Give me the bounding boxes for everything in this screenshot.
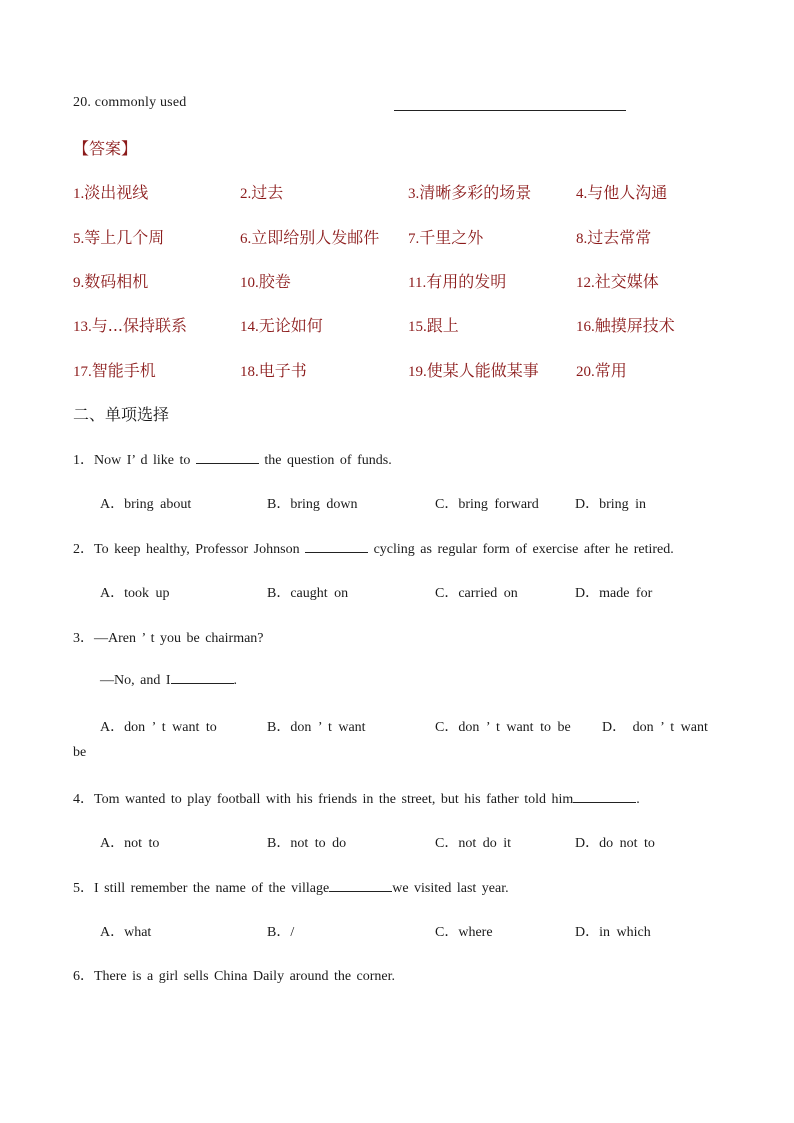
answer-text: 等上几个周 xyxy=(84,228,165,247)
answer-number: 14. xyxy=(240,319,259,335)
answer-item xyxy=(408,180,531,203)
answer-row xyxy=(73,313,753,335)
answer-item xyxy=(240,225,379,248)
question-5 xyxy=(73,877,509,897)
answer-item xyxy=(576,313,675,336)
option-b: B．caught on xyxy=(267,586,349,601)
answer-text: 常用 xyxy=(594,361,627,380)
options-row-4 xyxy=(100,832,740,852)
question-1 xyxy=(73,449,392,469)
option-b: B．not to do xyxy=(267,836,347,851)
answer-number: 13. xyxy=(73,319,92,335)
answer-number: 19. xyxy=(408,364,427,380)
answer-number: 8. xyxy=(576,231,588,247)
answer-item xyxy=(73,225,164,248)
answer-number: 1. xyxy=(73,186,85,202)
answer-number: 9. xyxy=(73,275,85,291)
question-stem: 2．To keep healthy, Professor Johnson xyxy=(73,542,306,557)
answer-number: 3. xyxy=(408,186,420,202)
answer-blank xyxy=(196,451,259,464)
answer-text: 过去常常 xyxy=(587,228,652,247)
answer-item xyxy=(576,269,659,292)
answer-number: 10. xyxy=(240,275,259,291)
answer-number: 15. xyxy=(408,319,427,335)
answer-text: 电子书 xyxy=(258,361,307,380)
question-stem: . xyxy=(233,673,237,688)
question-stem: the question of funds. xyxy=(258,453,392,468)
option-a: A．bring about xyxy=(100,497,192,512)
answer-text: 智能手机 xyxy=(91,361,156,380)
answer-text: 清晰多彩的场景 xyxy=(419,183,532,202)
answer-row xyxy=(73,358,753,380)
answer-item xyxy=(73,313,187,336)
option-a: A．not to xyxy=(100,836,160,851)
question-6 xyxy=(73,965,395,985)
option-b: B．don ’ t want xyxy=(267,720,366,735)
answer-number: 11. xyxy=(408,275,427,291)
option-b: B．bring down xyxy=(267,497,358,512)
answer-item xyxy=(576,180,667,203)
option-wrap: be xyxy=(73,745,87,760)
answer-text: 淡出视线 xyxy=(84,183,149,202)
answer-blank xyxy=(573,790,636,803)
option-c: C．where xyxy=(435,925,493,940)
option-b: B．/ xyxy=(267,925,295,940)
answer-text: 有用的发明 xyxy=(426,272,507,291)
answer-blank xyxy=(329,879,392,892)
question-4 xyxy=(73,788,640,808)
answer-text: 数码相机 xyxy=(84,272,149,291)
options-row-2 xyxy=(100,582,740,602)
question-stem: . xyxy=(636,792,640,807)
options-row-1 xyxy=(100,493,740,513)
option-d: D．bring in xyxy=(575,497,647,512)
question-stem: 6．There is a girl sells China Daily around the corner. xyxy=(73,969,396,984)
answer-text: 触摸屏技术 xyxy=(594,316,675,335)
answer-text: 跟上 xyxy=(426,316,459,335)
answer-blank xyxy=(171,671,234,684)
answer-item xyxy=(73,358,156,381)
answer-number: 20. xyxy=(576,364,595,380)
answer-number: 6. xyxy=(240,231,252,247)
question-3 xyxy=(73,627,264,647)
answer-text: 使某人能做某事 xyxy=(426,361,539,380)
answer-number: 2. xyxy=(240,186,252,202)
answer-text: 立即给别人发邮件 xyxy=(251,228,380,247)
answer-item xyxy=(240,313,323,336)
options-row-3 xyxy=(100,716,740,736)
option-a: A．don ’ t want to xyxy=(100,720,217,735)
answer-number: 5. xyxy=(73,231,85,247)
answer-blank-line xyxy=(394,110,626,111)
option-a: A．took up xyxy=(100,586,170,601)
answer-number: 18. xyxy=(240,364,259,380)
option-d: D．made for xyxy=(575,586,653,601)
answer-item xyxy=(240,269,291,292)
question-stem: 3．—Aren ’ t you be chairman? xyxy=(73,631,264,646)
answer-number: 7. xyxy=(408,231,420,247)
answer-text: 胶卷 xyxy=(258,272,291,291)
question-stem: —No, and I xyxy=(100,673,171,688)
section-title: 二、单项选择 xyxy=(73,405,170,424)
answer-item xyxy=(73,269,148,292)
answer-text: 与...保持联系 xyxy=(91,316,188,335)
option-d: D． don ’ t want xyxy=(602,720,708,735)
option-d: D．in which xyxy=(575,925,651,940)
answer-text: 社交媒体 xyxy=(594,272,659,291)
answer-text: 与他人沟通 xyxy=(587,183,668,202)
question-3-reply xyxy=(100,671,237,689)
question-stem: 4．Tom wanted to play football with his friends in the street, but his father told him xyxy=(73,792,574,807)
question-stem: cycling as regular form of exercise after he retired. xyxy=(368,542,674,557)
options-row-5 xyxy=(100,921,740,941)
answer-number: 17. xyxy=(73,364,92,380)
answer-item xyxy=(73,180,148,203)
answer-number: 16. xyxy=(576,319,595,335)
option-c: C．not do it xyxy=(435,836,512,851)
question-20-prompt: 20. commonly used xyxy=(73,95,187,110)
answer-item xyxy=(240,180,283,203)
option-d: D．do not to xyxy=(575,836,655,851)
question-2 xyxy=(73,538,674,558)
answer-item xyxy=(240,358,307,381)
question-stem: 1．Now I’ d like to xyxy=(73,453,196,468)
question-stem: we visited last year. xyxy=(392,881,509,896)
answer-text: 千里之外 xyxy=(419,228,484,247)
answer-row xyxy=(73,180,753,202)
answer-item xyxy=(408,313,459,336)
answer-heading: 【答案】 xyxy=(73,139,138,158)
answer-item xyxy=(576,225,651,248)
option-c: C．carried on xyxy=(435,586,518,601)
option-c: C．bring forward xyxy=(435,497,539,512)
answer-item xyxy=(408,358,539,381)
answer-row xyxy=(73,225,753,247)
answer-item xyxy=(408,269,506,292)
answer-text: 无论如何 xyxy=(258,316,323,335)
option-c: C．don ’ t want to be xyxy=(435,720,571,735)
answer-blank xyxy=(305,540,368,553)
option-a: A．what xyxy=(100,925,152,940)
answer-item xyxy=(408,225,483,248)
answer-number: 12. xyxy=(576,275,595,291)
answer-text: 过去 xyxy=(251,183,284,202)
answer-row xyxy=(73,269,753,291)
answer-item xyxy=(576,358,627,381)
answer-number: 4. xyxy=(576,186,588,202)
question-stem: 5．I still remember the name of the village xyxy=(73,881,330,896)
